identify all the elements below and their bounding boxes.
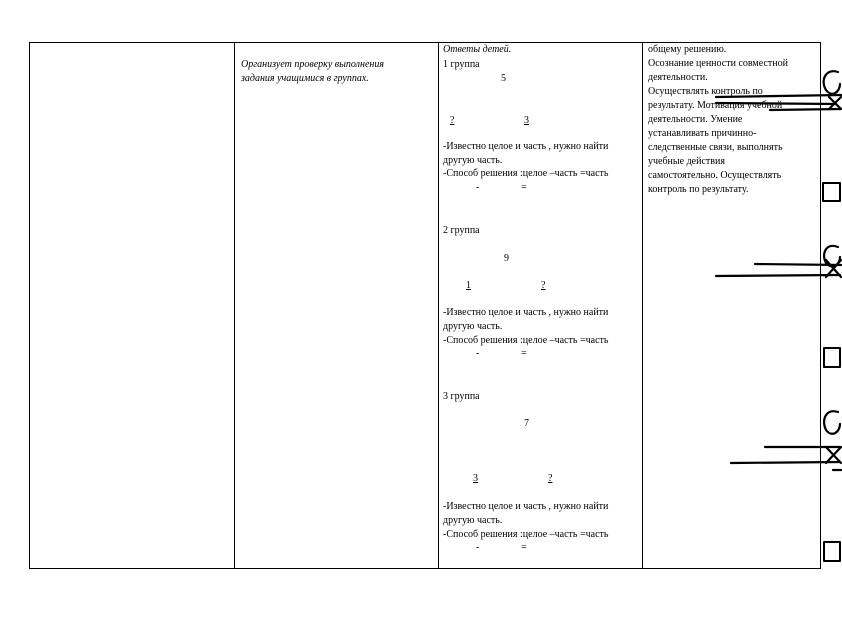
outcomes-line: самостоятельно. Осуществлять bbox=[648, 170, 782, 181]
checkbox-square bbox=[824, 542, 840, 561]
group-2-method: -Способ решения :целое –часть =часть bbox=[443, 335, 609, 346]
handwritten-line-mark bbox=[716, 275, 840, 276]
group-3-eq-equals: = bbox=[521, 542, 527, 553]
outcomes-line: устанавливать причинно- bbox=[648, 128, 757, 139]
outcomes-line: следственные связи, выполнять bbox=[648, 142, 783, 153]
group-2-eq-minus: - bbox=[476, 348, 480, 359]
group-2-eq-equals: = bbox=[521, 348, 527, 359]
handwritten-line-mark bbox=[716, 95, 841, 97]
outcomes-line: учебные действия bbox=[648, 156, 725, 167]
group-2-desc-line2: другую часть. bbox=[443, 321, 503, 332]
group-1-label: 1 группа bbox=[443, 59, 480, 70]
group-3-desc-line2: другую часть. bbox=[443, 515, 503, 526]
outcomes-line: Осуществлять контроль по bbox=[648, 86, 763, 97]
group-1-desc-line1: -Известно целое и часть , нужно найти bbox=[443, 141, 609, 152]
group-1-whole: 5 bbox=[501, 73, 506, 84]
outcomes-line: деятельности. bbox=[648, 72, 708, 83]
handwritten-line-mark bbox=[731, 462, 840, 463]
group-3-method: -Способ решения :целое –часть =часть bbox=[443, 529, 609, 540]
handwritten-x-mark bbox=[826, 447, 841, 463]
group-1-eq-equals: = bbox=[521, 182, 527, 193]
group-1-desc-line2: другую часть. bbox=[443, 155, 503, 166]
group-3-eq-minus: - bbox=[476, 542, 480, 553]
group-3-desc-line1: -Известно целое и часть , нужно найти bbox=[443, 501, 609, 512]
outcomes-line: результату. Мотивация учебной bbox=[648, 100, 783, 111]
handwritten-circle-mark bbox=[824, 71, 840, 94]
group-3-whole: 7 bbox=[524, 418, 529, 429]
outcomes-line: общему решению. bbox=[648, 44, 727, 55]
group-2-part-b: ? bbox=[541, 280, 546, 291]
checkbox-square bbox=[824, 348, 840, 367]
group-3-part-b: ? bbox=[548, 473, 553, 484]
group-2-whole: 9 bbox=[504, 253, 509, 264]
outcomes-line: контроль по результату. bbox=[648, 184, 749, 195]
answers-title: Ответы детей. bbox=[443, 44, 512, 55]
teacher-activity-line2: задания учащимися в группах. bbox=[241, 73, 369, 84]
group-1-part-a: ? bbox=[450, 115, 455, 126]
group-3-label: 3 группа bbox=[443, 391, 480, 402]
group-1-eq-minus: - bbox=[476, 182, 480, 193]
group-2-desc-line1: -Известно целое и часть , нужно найти bbox=[443, 307, 609, 318]
group-1-method: -Способ решения :целое –часть =часть bbox=[443, 168, 609, 179]
teacher-activity-line1: Организует проверку выполнения bbox=[241, 59, 385, 70]
group-1-part-b: 3 bbox=[524, 115, 529, 126]
handwritten-line-mark bbox=[755, 264, 841, 265]
group-2-label: 2 группа bbox=[443, 225, 480, 236]
handwritten-circle-mark bbox=[824, 411, 840, 434]
outcomes-line: деятельности. Умение bbox=[648, 114, 743, 125]
handwritten-line-mark bbox=[770, 109, 841, 110]
handwritten-line-mark bbox=[716, 103, 836, 104]
group-3-part-a: 3 bbox=[473, 473, 478, 484]
outcomes-line: Осознание ценности совместной bbox=[648, 58, 788, 69]
checkbox-square bbox=[823, 183, 840, 201]
group-2-part-a: 1 bbox=[466, 280, 471, 291]
